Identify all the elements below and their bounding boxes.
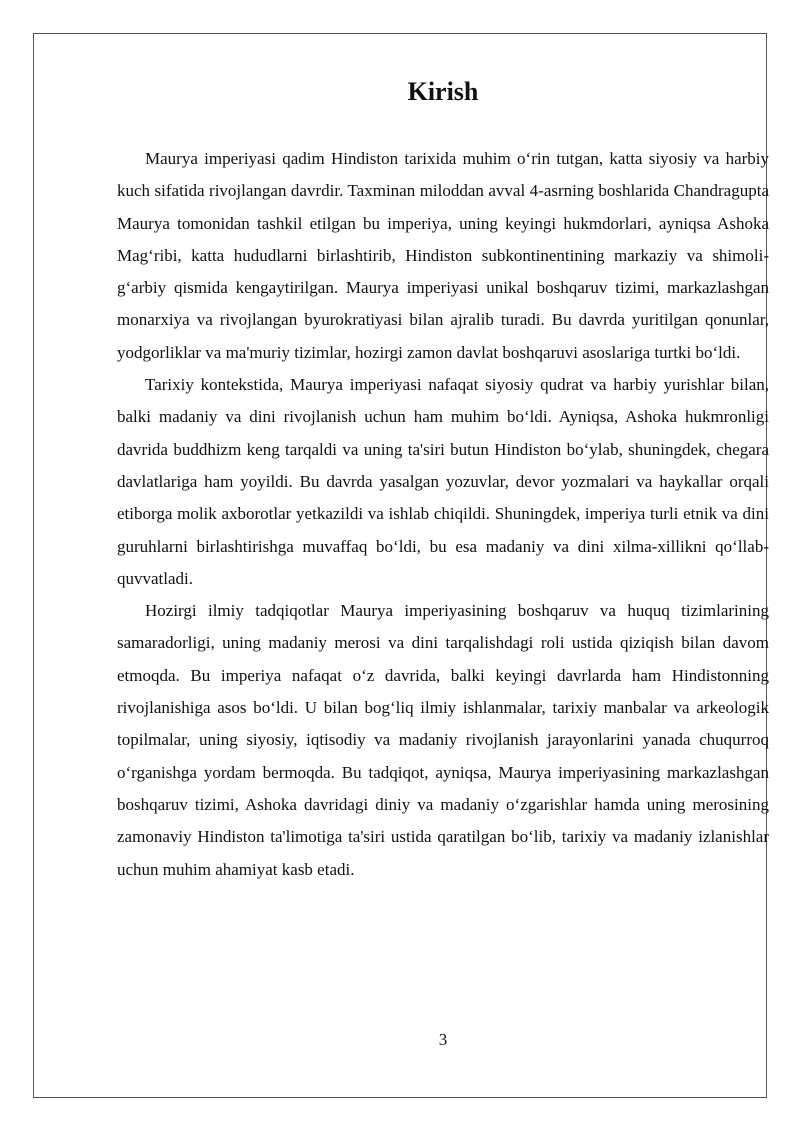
paragraph-3: Hozirgi ilmiy tadqiqotlar Maurya imperiyasining boshqaruv va huquq tizimlarining samaradorligi, uning madaniy merosi va dini tarqalishdagi roli ustida qiziqish bilan davom etmoqda. Bu imperiya nafaqat o‘z davrida, balki keyingi davrlarda ham Hindistonning rivojlanishiga asos bo‘ldi. U bilan bog‘liq ilmiy ishlanmalar, tarixiy manbalar va arkeologik topilmalar, uning siyosiy, iqtisodiy va madaniy rivojlanish jarayonlarini yanada chuqurroq o‘rganishga yordam bermoqda. Bu tadqiqot, ayniqsa, Maurya imperiyasining markazlashgan boshqaruv tizimi, Ashoka davridagi diniy va madaniy o‘zgarishlar hamda uning merosining zamonaviy Hindiston ta'limotiga ta'siri ustida qaratilgan bo‘lib, tarixiy va madaniy izlanishlar uchun muhim ahamiyat kasb etadi. [117,601,769,879]
page-title: Kirish [407,77,479,106]
document-body [117,143,769,886]
paragraph-2: Tarixiy kontekstida, Maurya imperiyasi nafaqat siyosiy qudrat va harbiy yurishlar bilan, balki madaniy va dini rivojlanish uchun ham muhim bo‘ldi. Ayniqsa, Ashoka hukmronligi davrida buddhizm keng tarqaldi va uning ta'siri butun Hindiston bo‘ylab, shuningdek, chegara davlatlariga ham yoyildi. Bu davrda yasalgan yozuvlar, devor yozmalari va haykallar orqali etiborga molik axborotlar yetkazildi va ishlab chiqildi. Shuningdek, imperiya turli etnik va dini guruhlarni birlashtirishga muvaffaq bo‘ldi, bu esa madaniy va dini xilma-xillikni qo‘llab-quvvatladi. [117,375,769,588]
paragraph-1: Maurya imperiyasi qadim Hindiston tarixida muhim o‘rin tutgan, katta siyosiy va harbiy kuch sifatida rivojlangan davrdir. Taxminan miloddan avval 4-asrning boshlarida Chandragupta Maurya tomonidan tashkil etilgan bu imperiya, uning keyingi hukmdorlari, ayniqsa Ashoka Mag‘ribi, katta hududlarni birlashtirib, Hindiston subkontinentining markaziy va shimoli-g‘arbiy qismida kengaytirilgan. Maurya imperiyasi unikal boshqaruv tizimi, markazlashgan monarxiya va rivojlangan byurokratiyasi bilan ajralib turadi. Bu davrda yuritilgan qonunlar, yodgorliklar va ma'muriy tizimlar, hozirgi zamon davlat boshqaruvi asoslariga turtki bo‘ldi. [117,149,769,362]
page-number: 3 [438,1030,448,1049]
